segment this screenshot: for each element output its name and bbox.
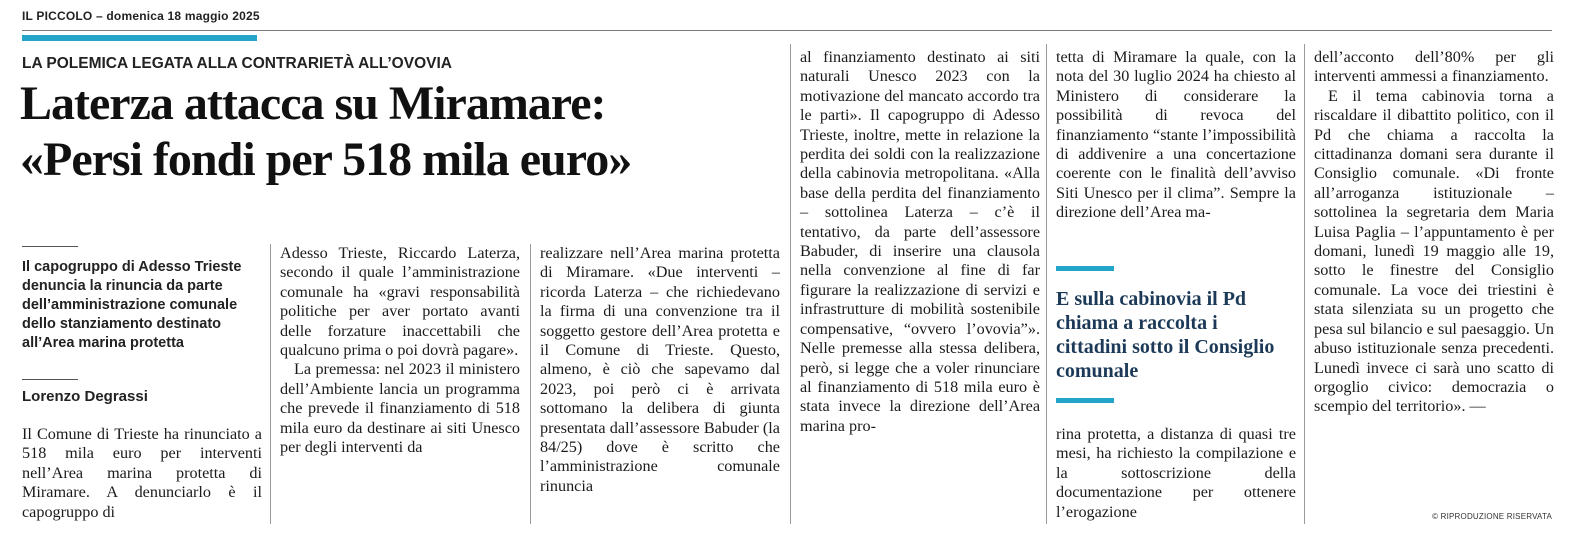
masthead: IL PICCOLO – domenica 18 maggio 2025 xyxy=(22,9,260,23)
top-divider xyxy=(22,30,1552,31)
kicker: LA POLEMICA LEGATA ALLA CONTRARIETÀ ALL’OVOVIA xyxy=(22,55,452,72)
paragraph: Il Comune di Trieste ha rinunciato a 518 mila euro per interventi nell’Area marina protetta di Miramare. A denunciarlo è il capogruppo di xyxy=(22,425,262,521)
accent-bar xyxy=(22,35,257,41)
paragraph: tetta di Miramare la quale, con la nota del 30 luglio 2024 ha chiesto al Ministero di considerare la possibilità di revoca del finanziamento “stante l’impossibilità di addivenire a una concertazione coerente con le finalità dell’avviso Siti Unesco per il clima”. Sempre la direzione dell’Area ma- xyxy=(1056,48,1296,222)
summary: Il capogruppo di Adesso Trieste denuncia la rinuncia da parte dell’amministrazione comunale dello stanziamento destinato all’Area marina protetta xyxy=(22,259,242,351)
subhead-accent-bottom xyxy=(1056,398,1114,403)
author-rule xyxy=(22,379,78,380)
author: Lorenzo Degrassi xyxy=(22,388,148,405)
body-column-6 xyxy=(1314,48,1554,417)
headline-line-2: «Persi fondi per 518 mila euro» xyxy=(20,133,632,186)
summary-rule xyxy=(22,246,78,247)
body-column-5-top xyxy=(1056,48,1296,223)
column-divider xyxy=(790,44,791,524)
subhead-accent-top xyxy=(1056,266,1114,271)
paragraph: al finanziamento destinato ai siti naturali Unesco 2023 con la motivazione del mancato accordo tra le parti». Il capogruppo di Adesso Trieste, inoltre, mette in relazione la perdita dei soldi con la realizzazione della cabinovia metropolitana. «Alla base della perdita del finanziamento – sottolinea Laterza – c’è il tentativo, da parte dell’assessore Babuder, di inserire una clausola nella convenzione al fine di far figurare la realizzazione di servizi e infrastrutture di mobilità sostenibile compensative, “ovvero l’ovovia”». Nelle premesse alla stessa delibera, però, si legge che a voler rinunciare al finanziamento di 518 mila euro è stata invece la direzione dell’Area marina pro- xyxy=(800,48,1040,435)
body-column-5-bottom xyxy=(1056,425,1296,522)
body-column-4 xyxy=(800,48,1040,436)
body-column-3 xyxy=(540,244,780,496)
paragraph: rina protetta, a distanza di quasi tre mesi, ha richiesto la compilazione e la sottoscrizione della documentazione per ottenere l’erogazione xyxy=(1056,425,1296,521)
column-divider xyxy=(1046,44,1047,524)
paragraph: realizzare nell’Area marina protetta di Miramare. «Due interventi – ricorda Laterza – che richiedevano la firma di una convenzione tra il soggetto gestore dell’Area protetta e il Comune di Trieste. Questo, almeno, è ciò che sapevamo dal 2023, poi però ci è arrivata sottomano la delibera di giunta presentata dall’assessore Babuder (la 84/25) dove è scritto che l’amministrazione comunale rinuncia xyxy=(540,244,780,495)
headline-line-1: Laterza attacca su Miramare: xyxy=(20,77,606,130)
headline xyxy=(20,76,631,188)
paragraph: dell’acconto dell’80% per gli interventi ammessi a finanziamento. xyxy=(1314,48,1554,86)
paragraph: La premessa: nel 2023 il ministero dell’Ambiente lancia un programma che prevede il finanziamento di 518 mila euro da destinare ai siti Unesco per degli interventi da xyxy=(280,360,520,457)
body-column-2 xyxy=(280,244,520,457)
copyright: © RIPRODUZIONE RISERVATA xyxy=(1432,512,1552,521)
column-divider xyxy=(1304,44,1305,524)
subhead: E sulla cabinovia il Pd chiama a raccolta i cittadini sotto il Consiglio comunale xyxy=(1056,288,1275,382)
column-divider xyxy=(530,244,531,524)
paragraph: Adesso Trieste, Riccardo Laterza, secondo il quale l’amministrazione comunale ha «gravi responsabilità politiche per aver portato avanti delle forzature inaccettabili che qualcuno prima o poi dovrà pagare». xyxy=(280,244,520,360)
body-column-1 xyxy=(22,425,262,522)
column-divider xyxy=(270,244,271,524)
paragraph: E il tema cabinovia torna a riscaldare il dibattito politico, con il Pd che chiama a raccolta la cittadinanza domani sera durante il Consiglio comunale. «Di fronte all’arroganza istituzionale – sottolinea la segretaria dem Maria Luisa Paglia – l’appuntamento è per domani, lunedì 19 maggio alle 19, sotto le finestre del Consiglio comunale. La voce dei triestini è stata silenziata su un progetto che pesa sul bilancio e sul paesaggio. Un abuso istituzionale senza precedenti. Lunedì invece ci sarà uno scatto di orgoglio civico: democrazia o scempio del territorio». — xyxy=(1314,86,1554,416)
